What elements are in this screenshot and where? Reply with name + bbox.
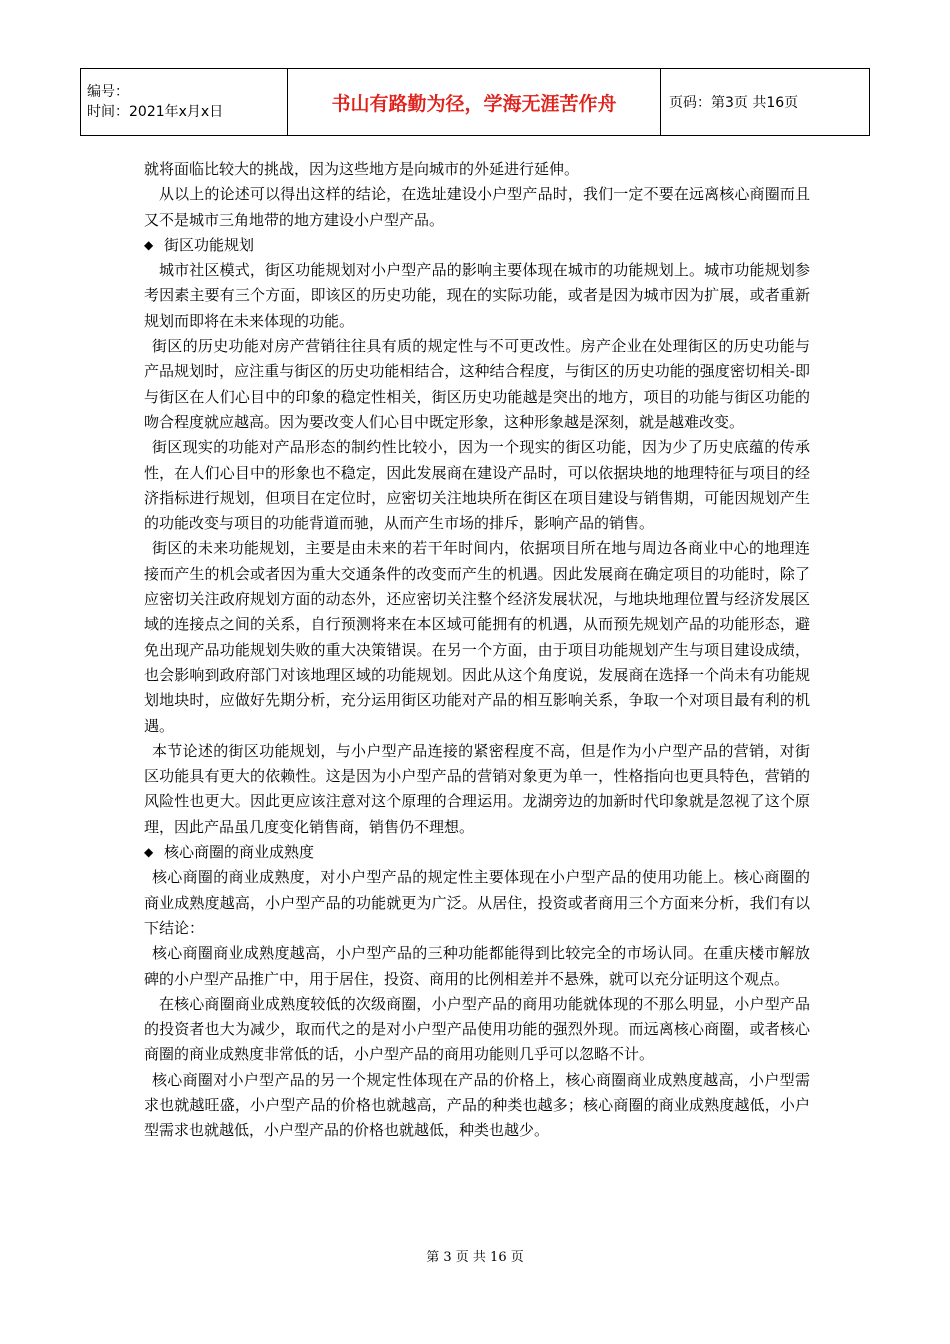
- body-paragraph: 街区现实的功能对产品形态的制约性比较小，因为一个现实的街区功能，因为少了历史底蕴的传承性，在人们心目中的形象也不稳定，因此发展商在建设产品时，可以依据块地的地理特征与项目的经济指标进行规划，但项目在定位时，应密切关注地块所在街区在项目建设与销售期，可能因规划产生的功能改变与项目的功能背道而驰，从而产生市场的排斥，影响产品的销售。: [144, 438, 810, 533]
- body-paragraph: 在核心商圈商业成熟度较低的次级商圈，小户型产品的商用功能就体现的不那么明显，小户型产品的投资者也大为减少，取而代之的是对小户型产品使用功能的强烈外现。而远离核心商圈，或者核心商圈的商业成熟度非常低的话，小户型产品的商用功能则几乎可以忽略不计。: [144, 994, 810, 1064]
- body-paragraph: 核心商圈对小户型产品的另一个规定性体现在产品的价格上，核心商圈商业成熟度越高，小户型需求也就越旺盛，小户型产品的价格也就越高，产品的种类也越多；核心商圈的商业成熟度越低，小户型需求也就越低，小户型产品的价格也就越低，种类也越少。: [144, 1070, 810, 1140]
- page-header: [80, 68, 870, 136]
- body-paragraph: 街区的未来功能规划，主要是由未来的若干年时间内，依据项目所在地与周边各商业中心的地理连接而产生的机会或者因为重大交通条件的改变而产生的机遇。因此发展商在确定项目的功能时，除了应密切关注政府规划方面的动态外，还应密切关注整个经济发展状况，与地块地理位置与经济发展区域的连接点之间的关系，自行预测将来在本区域可能拥有的机遇，从而预先规划产品的功能形态，避免出现产品功能规划失败的重大决策错误。在另一个方面，由于项目功能规划产生与项目建设成绩，也会影响到政府部门对该地理区域的功能规划。因此从这个角度说，发展商在选择一个尚未有功能规划地块时，应做好先期分析，充分运用街区功能对产品的相互影响关系，争取一个对项目最有利的机遇。: [144, 539, 810, 735]
- diamond-bullet-icon: ◆: [144, 845, 154, 860]
- page-footer: 第 3 页 共 16 页: [426, 1250, 524, 1265]
- diamond-bullet-icon: ◆: [144, 237, 154, 252]
- body-paragraph: 核心商圈的商业成熟度，对小户型产品的规定性主要体现在小户型产品的使用功能上。核心商圈的商业成熟度越高，小户型产品的功能就更为广泛。从居住，投资或者商用三个方面来分析，我们有以下结论：: [144, 868, 810, 937]
- body-paragraph: 就将面临比较大的挑战，因为这些地方是向城市的外延进行延伸。: [144, 160, 580, 178]
- header-page-info: 页码：第3页 共16页: [661, 69, 870, 136]
- section-heading-text: 核心商圈的商业成熟度: [164, 843, 315, 862]
- body-paragraph: 街区的历史功能对房产营销往往具有质的规定性与不可更改性。房产企业在处理街区的历史功能与产品规划时，应注重与街区的历史功能相结合，这种结合程度，与街区的历史功能的强度密切相关-即与街区在人们心目中的印象的稳定性相关，街区历史功能越是突出的地方，项目的功能与街区功能的吻合程度就应越高。因为要改变人们心目中既定形象，这种形象越是深刻，就是越难改变。: [144, 337, 810, 431]
- body-paragraph: 城市社区模式，街区功能规划对小户型产品的影响主要体现在城市的功能规划上。城市功能规划参考因素主要有三个方面，即该区的历史功能，现在的实际功能，或者是因为城市因为扩展，或者重新规划而即将在未来体现的功能。: [144, 261, 810, 330]
- header-left-cell: [81, 69, 288, 136]
- document-body: [144, 157, 810, 1144]
- document-number-label: 编号：: [87, 84, 129, 100]
- body-paragraph: 从以上的论述可以得出这样的结论，在选址建设小户型产品时，我们一定不要在远离核心商圈而且又不是城市三角地带的地方建设小户型产品。: [144, 185, 810, 229]
- document-date-label: 时间：2021年x月x日: [87, 104, 224, 120]
- section-heading: [144, 233, 810, 258]
- body-paragraph: 核心商圈商业成熟度越高，小户型产品的三种功能都能得到比较完全的市场认同。在重庆楼市解放碑的小户型产品推广中，用于居住，投资、商用的比例相差并不悬殊，就可以充分证明这个观点。: [144, 944, 810, 988]
- section-heading: [144, 840, 810, 865]
- body-paragraph: 本节论述的街区功能规划，与小户型产品连接的紧密程度不高，但是作为小户型产品的营销，对街区功能具有更大的依赖性。这是因为小户型产品的营销对象更为单一，性格指向也更具特色，营销的风险性也更大。因此更应该注意对这个原理的合理运用。龙湖旁边的加新时代印象就是忽视了这个原理，因此产品虽几度变化销售商，销售仍不理想。: [144, 741, 810, 836]
- header-motto: 书山有路勤为径，学海无涯苦作舟: [288, 69, 661, 136]
- section-heading-text: 街区功能规划: [164, 235, 255, 254]
